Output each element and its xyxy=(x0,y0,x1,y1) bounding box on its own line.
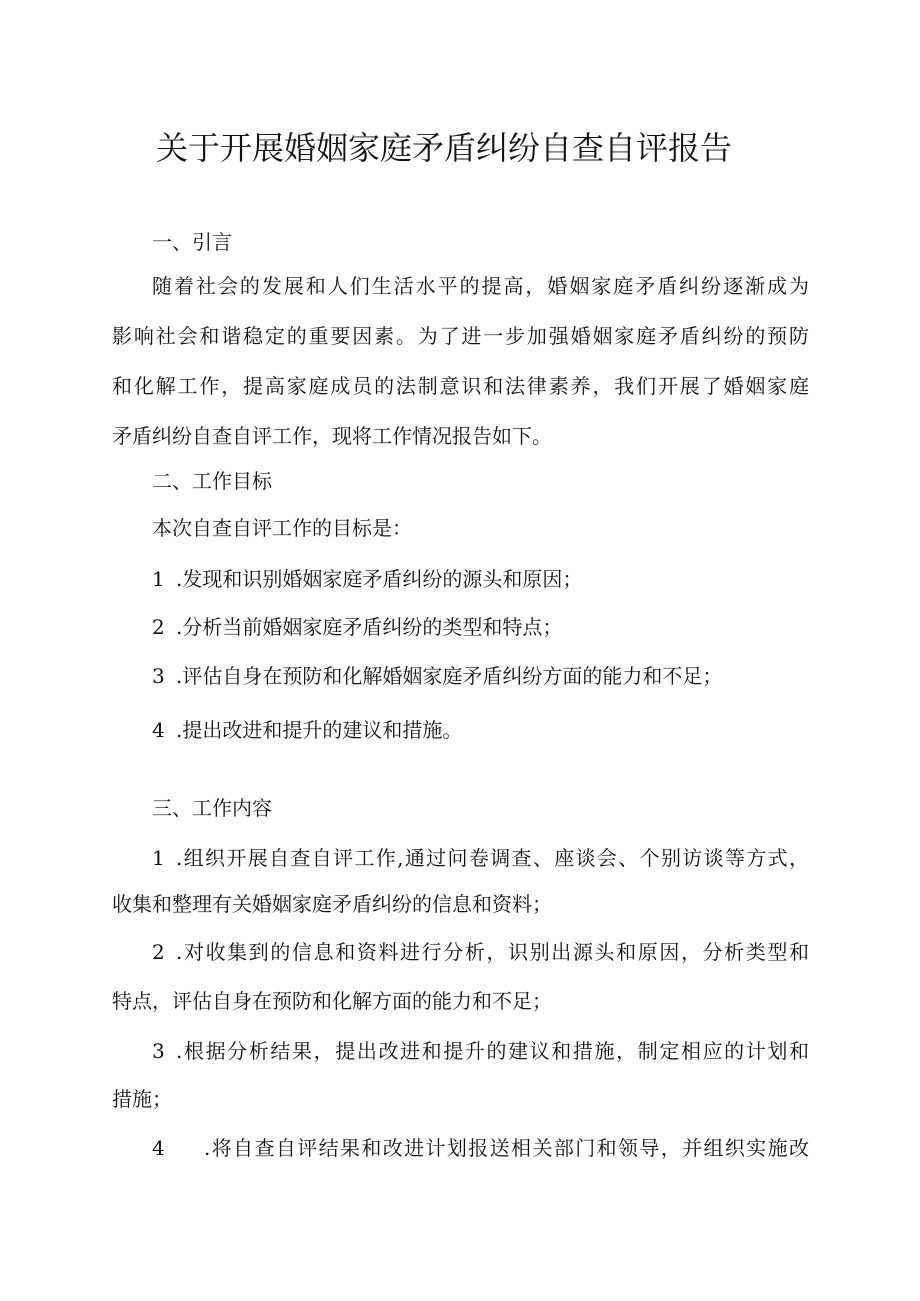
list-item-text: .组织开展自查自评工作,通过问卷调查、座谈会、个别访谈等方式， xyxy=(176,846,809,870)
list-item-number: 2 xyxy=(152,940,165,964)
paragraph-line: 随着社会的发展和人们生活水平的提高，婚姻家庭矛盾纠纷逐渐成为 xyxy=(152,274,809,298)
list-item xyxy=(152,844,809,872)
list-item xyxy=(152,565,582,593)
section-heading-goals: 二、工作目标 xyxy=(152,469,272,493)
list-item xyxy=(152,716,462,744)
document-title: 关于开展婚姻家庭矛盾纠纷自查自评报告 xyxy=(155,129,732,167)
list-item xyxy=(152,1134,809,1162)
list-item-number: 4 xyxy=(152,1136,165,1160)
list-item-number: 4 xyxy=(152,718,165,742)
list-item-text: .根据分析结果，提出改进和提升的建议和措施，制定相应的计划和 xyxy=(176,1039,809,1063)
list-item-text: .评估自身在预防和化解婚姻家庭矛盾纠纷方面的能力和不足； xyxy=(176,664,723,688)
list-item xyxy=(152,938,809,966)
list-item-text: .发现和识别婚姻家庭矛盾纠纷的源头和原因； xyxy=(176,567,583,591)
list-item-continuation: 特点，评估自身在预防和化解方面的能力和不足； xyxy=(112,989,552,1013)
section-heading-introduction: 一、引言 xyxy=(152,230,232,254)
paragraph-line: 矛盾纠纷自查自评工作，现将工作情况报告如下。 xyxy=(112,424,552,448)
list-item-number: 3 xyxy=(152,664,165,688)
list-item-text: .提出改进和提升的建议和措施。 xyxy=(176,718,463,742)
list-item-number: 1 xyxy=(152,567,165,591)
list-item-number: 2 xyxy=(152,615,165,639)
list-item-text: .分析当前婚姻家庭矛盾纠纷的类型和特点； xyxy=(176,615,563,639)
list-item-text: .对收集到的信息和资料进行分析，识别出源头和原因，分析类型和 xyxy=(176,940,809,964)
section-heading-work-content: 三、工作内容 xyxy=(152,796,272,820)
list-item-continuation: 措施； xyxy=(112,1087,172,1111)
goals-intro: 本次自查自评工作的目标是： xyxy=(152,516,412,540)
list-item xyxy=(152,613,562,641)
paragraph-line: 和化解工作，提高家庭成员的法制意识和法律素养，我们开展了婚姻家庭 xyxy=(112,374,809,398)
paragraph-line: 影响社会和谐稳定的重要因素。为了进一步加强婚姻家庭矛盾纠纷的预防 xyxy=(112,324,809,348)
list-item xyxy=(152,662,722,690)
list-item xyxy=(152,1037,809,1065)
list-item-number: 1 xyxy=(152,846,165,870)
list-item-text: .将自查自评结果和改进计划报送相关部门和领导，并组织实施改 xyxy=(204,1136,809,1160)
list-item-continuation: 收集和整理有关婚姻家庭矛盾纠纷的信息和资料； xyxy=(112,892,552,916)
list-item-number: 3 xyxy=(152,1039,165,1063)
